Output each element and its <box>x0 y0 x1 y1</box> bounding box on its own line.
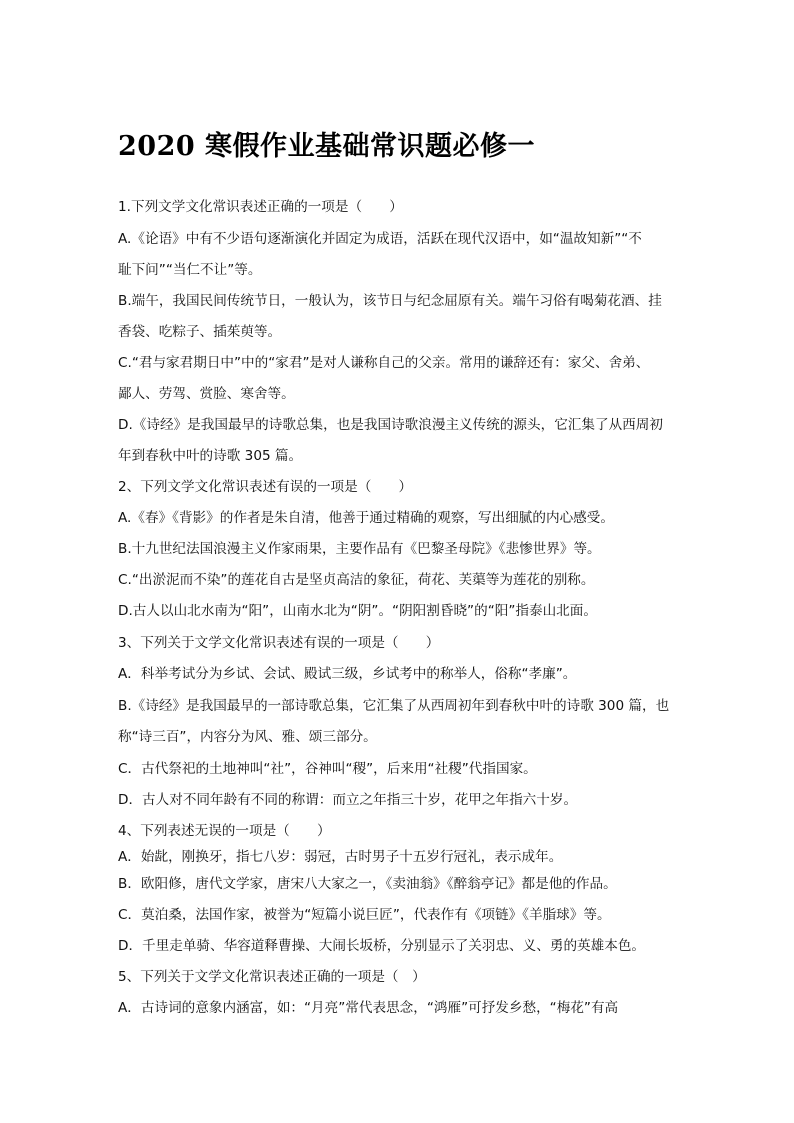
q3-option-d: D．古人对不同年龄有不同的称谓：而立之年指三十岁，花甲之年指六十岁。 <box>118 792 578 808</box>
q1-option-c-line-1: C.“君与家君期日中”中的“家君”是对人谦称自己的父亲。常用的谦辞还有：家父、舍弟、 <box>118 355 650 371</box>
q5-option-a-line-1: A．古诗词的意象内涵富，如：“月亮”常代表思念，“鸿雁”可抒发乡愁，“梅花”有高 <box>118 1000 619 1016</box>
q2-option-c: C.“出淤泥而不染”的莲花自古是坚贞高洁的象征，荷花、芙蕖等为莲花的别称。 <box>118 572 595 588</box>
q1-option-a-line-1: A.《论语》中有不少语句逐渐演化并固定为成语，活跃在现代汉语中，如“温故知新”“不 <box>118 231 642 247</box>
question-3-stem: 3、下列关于文学文化常识表述有误的一项是（ ） <box>118 635 440 651</box>
q1-option-a-line-2: 耻下问”“当仁不让”等。 <box>118 262 262 278</box>
q1-option-d-line-1: D.《诗经》是我国最早的诗歌总集，也是我国诗歌浪漫主义传统的源头，它汇集了从西周初 <box>118 417 663 433</box>
question-4-stem: 4、下列表述无误的一项是（ ） <box>118 823 331 839</box>
q1-option-b-line-2: 香袋、吃粽子、插茱萸等。 <box>118 324 282 340</box>
question-2-stem: 2、下列文学文化常识表述有误的一项是（ ） <box>118 479 413 495</box>
q4-option-a: A．始龀，刚换牙，指七八岁：弱冠，古时男子十五岁行冠礼，表示成年。 <box>118 849 563 865</box>
page-title: 2020 寒假作业基础常识题必修一 <box>118 131 536 162</box>
q1-option-c-line-2: 鄙人、劳驾、赏脸、寒舍等。 <box>118 386 295 402</box>
q2-option-d: D.古人以山北水南为“阳”，山南水北为“阴”。“阴阳割昏晓”的“阳”指泰山北面。 <box>118 603 597 619</box>
q4-option-b: B．欧阳修，唐代文学家，唐宋八大家之一，《卖油翁》《醉翁亭记》都是他的作品。 <box>118 876 617 892</box>
q4-option-c: C．莫泊桑，法国作家，被誉为“短篇小说巨匠”，代表作有《项链》《羊脂球》等。 <box>118 907 611 923</box>
question-5-stem: 5、下列关于文学文化常识表述正确的一项是（ ） <box>118 969 426 985</box>
q2-option-b: B.十九世纪法国浪漫主义作家雨果，主要作品有《巴黎圣母院》《悲惨世界》等。 <box>118 541 601 557</box>
q3-option-c: C．古代祭祀的土地神叫“社”，谷神叫“稷”，后来用“社稷”代指国家。 <box>118 761 537 777</box>
q2-option-a: A.《春》《背影》的作者是朱自清，他善于通过精确的观察，写出细腻的内心感受。 <box>118 510 614 526</box>
q3-option-b-line-1: B.《诗经》是我国最早的一部诗歌总集，它汇集了从西周初年到春秋中叶的诗歌 300 篇，也 <box>118 698 670 714</box>
q3-option-a: A．科举考试分为乡试、会试、殿试三级，乡试考中的称举人，俗称“孝廉”。 <box>118 666 577 682</box>
question-1-stem: 1.下列文学文化常识表述正确的一项是（ ） <box>118 199 403 215</box>
q4-option-d: D．千里走单骑、华容道释曹操、大闹长坂桥，分别显示了关羽忠、义、勇的英雄本色。 <box>118 938 646 954</box>
q1-option-d-line-2: 年到春秋中叶的诗歌 305 篇。 <box>118 448 303 464</box>
q1-option-b-line-1: B.端午，我国民间传统节日，一般认为，该节日与纪念屈原有关。端午习俗有喝菊花酒、挂 <box>118 293 662 309</box>
q3-option-b-line-2: 称“诗三百”，内容分为风、雅、颂三部分。 <box>118 729 377 745</box>
